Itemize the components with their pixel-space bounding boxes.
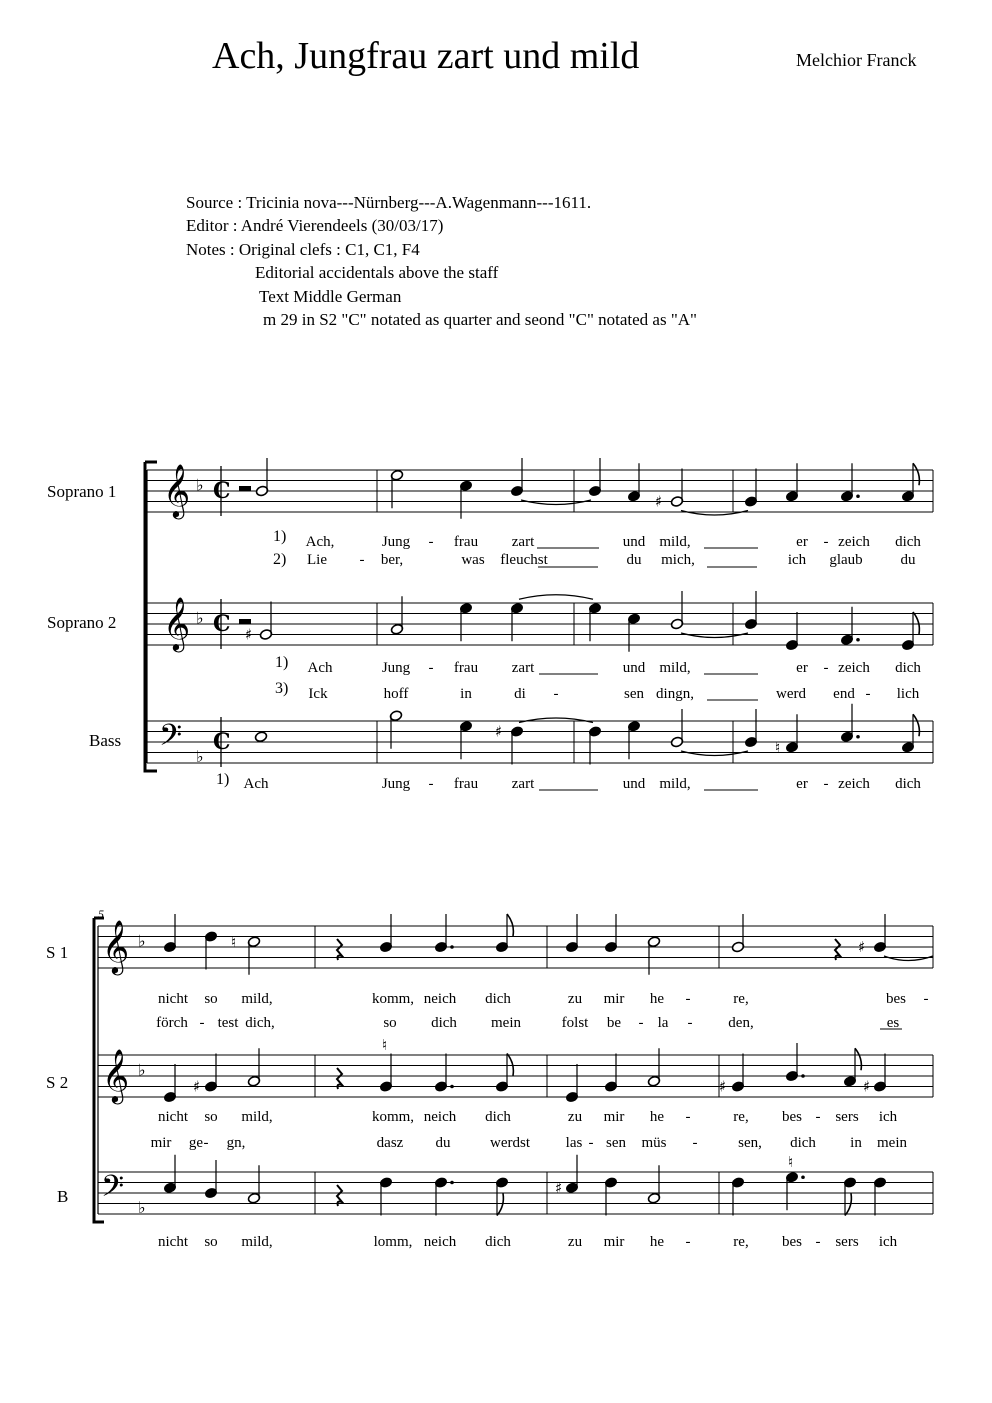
note-flag <box>507 914 513 936</box>
lyric-syllable: he <box>649 991 665 1007</box>
lyric-syllable: förch <box>156 1015 188 1031</box>
lyric-syllable: mein <box>491 1015 521 1031</box>
tie <box>681 633 748 638</box>
lyric-syllable: lich <box>896 686 920 702</box>
lyric-syllable: zeich <box>838 534 870 550</box>
lyric-syllable: dich <box>895 660 921 676</box>
lyric-syllable: Jung <box>381 776 411 792</box>
lyric-syllable: mild, <box>241 1109 273 1125</box>
lyric-syllable: du <box>435 1135 451 1151</box>
lyric-syllable: er <box>796 660 808 676</box>
lyric-syllable: komm, <box>371 1109 415 1125</box>
voice-label-b: B <box>57 1187 69 1206</box>
lyric-syllable: mir <box>603 1109 625 1125</box>
lyric-syllable: dingn, <box>656 686 694 702</box>
augmentation-dot <box>450 1181 454 1185</box>
note-head <box>254 731 267 743</box>
lyric-syllable: zart <box>511 534 535 550</box>
treble-clef-icon: 𝄞 <box>163 463 191 517</box>
voice-label-s2: S 2 <box>46 1073 69 1092</box>
lyric-syllable: dich <box>485 1234 511 1250</box>
lyric-syllable: den, <box>728 1015 754 1031</box>
verse-number: 1) <box>273 528 287 545</box>
lyric-syllable: - <box>923 991 929 1007</box>
augmentation-dot <box>856 494 860 498</box>
sharp-accidental: ♯ <box>193 1077 201 1096</box>
lyric-syllable: zart <box>511 776 535 792</box>
lyric-syllable: re, <box>733 1109 749 1125</box>
lyric-syllable: dich, <box>245 1015 275 1031</box>
lyric-syllable: sen <box>624 686 644 702</box>
lyric-syllable: mild, <box>241 1234 273 1250</box>
cut-time-icon: C <box>213 611 231 637</box>
sharp-accidental: ♯ <box>863 1077 871 1096</box>
lyric-syllable: neich <box>423 1109 457 1125</box>
lyric-syllable: es <box>886 1015 900 1031</box>
lyric-syllable: in <box>850 1135 862 1151</box>
lyric-syllable: Jung <box>381 534 411 550</box>
bass-clef-icon: 𝄢 <box>101 1170 125 1211</box>
lyric-syllable: - <box>685 1234 691 1250</box>
key-signature-flat: ♭ <box>138 1197 146 1217</box>
lyric-syllable: - <box>687 1015 693 1031</box>
lyric-syllable: du <box>900 552 916 568</box>
lyric-syllable: - <box>199 1015 205 1031</box>
sharp-accidental: ♯ <box>245 625 253 644</box>
lyric-syllable: dich <box>431 1015 457 1031</box>
lyric-syllable: - <box>823 776 829 792</box>
lyric-syllable: und <box>622 776 646 792</box>
augmentation-dot <box>450 1085 454 1089</box>
note-flag <box>507 1054 513 1076</box>
lyric-syllable: mild, <box>659 776 691 792</box>
lyric-syllable: - <box>588 1135 594 1151</box>
lyric-syllable: be <box>606 1015 622 1031</box>
natural-accidental: ♮ <box>775 738 781 757</box>
lyric-syllable: ich <box>787 552 807 568</box>
lyric-syllable: dich <box>485 1109 511 1125</box>
lyric-syllable: gn, <box>226 1135 246 1151</box>
lyric-syllable: fleuchst <box>500 552 548 568</box>
lyric-syllable: dich <box>485 991 511 1007</box>
lyric-syllable: - <box>428 776 434 792</box>
lyric-syllable: mild, <box>241 991 273 1007</box>
natural-accidental: ♮ <box>382 1036 388 1054</box>
lyric-syllable: mir <box>150 1135 172 1151</box>
lyric-syllable: lomm, <box>373 1234 413 1250</box>
lyric-syllable: - <box>865 686 871 702</box>
composer-name: Melchior Franck <box>796 50 917 70</box>
lyric-syllable: he <box>649 1109 665 1125</box>
measure-number: 5 <box>98 907 104 921</box>
lyric-syllable: neich <box>423 1234 457 1250</box>
lyric-syllable: werd <box>776 686 806 702</box>
lyric-syllable: und <box>622 660 646 676</box>
voice-label-soprano-2: Soprano 2 <box>47 613 117 632</box>
treble-clef-icon: 𝄞 <box>102 919 130 973</box>
note-text-language: Text Middle German <box>259 287 402 306</box>
note-accidentals: Editorial accidentals above the staff <box>255 263 499 282</box>
lyric-syllable: - <box>638 1015 644 1031</box>
lyric-syllable: dich <box>790 1135 816 1151</box>
natural-accidental: ♮ <box>788 1153 794 1171</box>
lyric-syllable: Lie <box>307 552 327 568</box>
lyric-syllable: mild, <box>659 660 691 676</box>
lyric-syllable: folst <box>561 1015 589 1031</box>
lyric-syllable: frau <box>453 660 479 676</box>
lyric-syllable: ge <box>188 1135 204 1151</box>
lyric-syllable: - <box>692 1135 698 1151</box>
tie <box>519 718 593 723</box>
lyric-syllable: nicht <box>158 1234 188 1250</box>
lyric-syllable: - <box>203 1135 209 1151</box>
lyric-syllable: bes <box>886 991 906 1007</box>
note-flag <box>845 1194 851 1216</box>
lyric-syllable: zeich <box>838 776 870 792</box>
lyric-syllable: und <box>622 534 646 550</box>
key-signature-flat: ♭ <box>196 475 204 495</box>
lyric-syllable: end <box>833 686 855 702</box>
augmentation-dot <box>801 1175 805 1179</box>
lyric-syllable: in <box>460 686 472 702</box>
quarter-rest <box>337 939 342 960</box>
lyric-syllable: werdst <box>490 1135 530 1151</box>
sharp-accidental: ♯ <box>655 492 663 511</box>
cut-time-icon: C <box>213 729 231 755</box>
sharp-accidental: ♯ <box>858 938 866 956</box>
lyric-syllable: - <box>815 1109 821 1125</box>
lyric-syllable: zu <box>567 1109 583 1125</box>
lyric-syllable: dasz <box>376 1135 404 1151</box>
lyric-syllable: dich <box>895 776 921 792</box>
lyric-syllable: - <box>685 1109 691 1125</box>
lyric-syllable: - <box>823 534 829 550</box>
lyric-syllable: sers <box>835 1109 859 1125</box>
lyric-syllable: zart <box>511 660 535 676</box>
lyric-syllable: sen, <box>738 1135 762 1151</box>
augmentation-dot <box>801 1074 805 1078</box>
verse-number: 1) <box>216 771 230 788</box>
tie <box>681 751 748 756</box>
lyric-syllable: - <box>823 660 829 676</box>
augmentation-dot <box>856 638 860 642</box>
lyric-syllable: hoff <box>383 686 409 702</box>
lyric-syllable: nicht <box>158 1109 188 1125</box>
half-rest <box>239 486 251 491</box>
half-rest <box>239 619 251 624</box>
lyric-syllable: nicht <box>158 991 188 1007</box>
voice-label-soprano-1: Soprano 1 <box>47 482 117 501</box>
note-flag <box>855 1048 861 1070</box>
lyric-syllable: mein <box>877 1135 907 1151</box>
cut-time-icon: C <box>213 478 231 504</box>
lyric-syllable: bes <box>782 1109 802 1125</box>
note-source: Source : Tricinia nova---Nürnberg---A.Wagenmann---1611. <box>186 193 592 212</box>
lyric-syllable: di <box>514 686 526 702</box>
key-signature-flat: ♭ <box>138 931 146 951</box>
lyric-syllable: so <box>204 991 218 1007</box>
tie <box>681 511 748 516</box>
note-flag <box>913 612 919 634</box>
sharp-accidental: ♯ <box>495 722 503 741</box>
sharp-accidental: ♯ <box>555 1178 563 1197</box>
lyric-syllable: - <box>359 552 365 568</box>
tie <box>521 500 591 505</box>
tie <box>884 956 933 961</box>
lyric-syllable: du <box>626 552 642 568</box>
treble-clef-icon: 𝄞 <box>102 1048 130 1102</box>
lyric-syllable: so <box>383 1015 397 1031</box>
sharp-accidental: ♯ <box>719 1077 727 1096</box>
augmentation-dot <box>856 735 860 739</box>
lyric-syllable: ber, <box>380 552 404 568</box>
lyric-syllable: zeich <box>838 660 870 676</box>
lyric-syllable: las <box>565 1135 583 1151</box>
lyric-syllable: frau <box>453 776 479 792</box>
lyric-syllable: ich <box>878 1109 898 1125</box>
lyric-syllable: komm, <box>371 991 415 1007</box>
lyric-syllable: mild, <box>659 534 691 550</box>
tie <box>519 595 593 600</box>
note-editor: Editor : André Vierendeels (30/03/17) <box>186 216 444 235</box>
lyric-syllable: frau <box>453 534 479 550</box>
lyric-syllable: zu <box>567 1234 583 1250</box>
note-measure-29: m 29 in S2 "C" notated as quarter and seond "C" notated as "A" <box>263 310 697 329</box>
lyric-syllable: re, <box>733 1234 749 1250</box>
lyric-syllable: mir <box>603 991 625 1007</box>
verse-number: 3) <box>275 680 289 697</box>
treble-clef-icon: 𝄞 <box>163 596 191 650</box>
lyric-syllable: müs <box>641 1135 667 1151</box>
note-flag <box>913 463 919 485</box>
lyric-syllable: zu <box>567 991 583 1007</box>
lyric-syllable: dich <box>895 534 921 550</box>
note-clefs: Notes : Original clefs : C1, C1, F4 <box>186 240 420 259</box>
verse-number: 2) <box>273 551 287 568</box>
lyric-syllable: - <box>553 686 559 702</box>
note-flag <box>913 714 919 736</box>
lyric-syllable: re, <box>733 991 749 1007</box>
lyric-syllable: neich <box>423 991 457 1007</box>
bass-clef-icon: 𝄢 <box>159 719 183 760</box>
natural-accidental: ♮ <box>231 932 237 951</box>
lyric-syllable: sers <box>835 1234 859 1250</box>
lyric-syllable: he <box>649 1234 665 1250</box>
key-signature-flat: ♭ <box>196 746 204 766</box>
quarter-rest <box>835 939 840 960</box>
lyric-syllable: Ach <box>307 660 333 676</box>
page-title: Ach, Jungfrau zart und mild <box>212 35 640 77</box>
lyric-syllable: mich, <box>661 552 695 568</box>
lyric-syllable: sen <box>606 1135 626 1151</box>
verse-number: 1) <box>275 654 289 671</box>
lyric-syllable: Ach <box>243 776 269 792</box>
lyric-syllable: Jung <box>381 660 411 676</box>
lyric-syllable: Ach, <box>305 534 335 550</box>
augmentation-dot <box>450 945 454 949</box>
lyric-syllable: - <box>428 660 434 676</box>
quarter-rest <box>337 1185 342 1206</box>
lyric-syllable: mir <box>603 1234 625 1250</box>
quarter-rest <box>337 1068 342 1089</box>
key-signature-flat: ♭ <box>196 608 204 628</box>
lyric-syllable: er <box>796 776 808 792</box>
lyric-syllable: ich <box>878 1234 898 1250</box>
lyric-syllable: la <box>657 1015 669 1031</box>
lyric-syllable: so <box>204 1109 218 1125</box>
voice-label-bass: Bass <box>89 731 122 750</box>
lyric-syllable: er <box>796 534 808 550</box>
note-flag <box>497 1194 503 1216</box>
lyric-syllable: bes <box>782 1234 802 1250</box>
lyric-syllable: test <box>217 1015 239 1031</box>
lyric-syllable: - <box>428 534 434 550</box>
lyric-syllable: was <box>461 552 485 568</box>
voice-label-s1: S 1 <box>46 943 69 962</box>
lyric-syllable: glaub <box>829 552 863 568</box>
lyric-syllable: so <box>204 1234 218 1250</box>
lyric-syllable: - <box>685 991 691 1007</box>
lyric-syllable: Ick <box>308 686 328 702</box>
key-signature-flat: ♭ <box>138 1060 146 1080</box>
lyric-syllable: - <box>815 1234 821 1250</box>
